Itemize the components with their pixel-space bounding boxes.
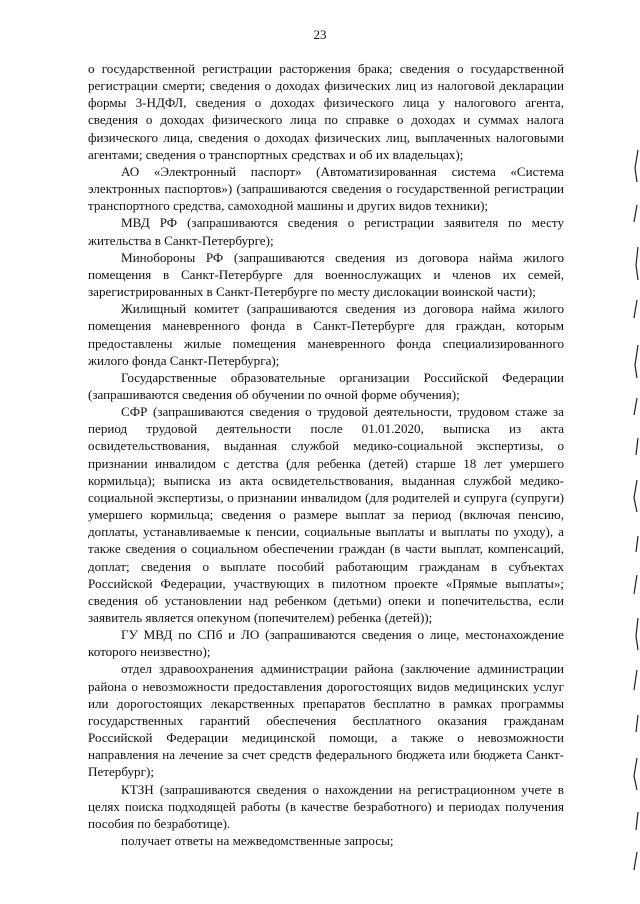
paragraph-sfr: СФР (запрашиваются сведения о трудовой деятельности, трудовом стаже за период трудовой деятельности после 01.01.2020, выписка из акта освидетельствования, выданная службой медико-социальной экспертизы, о признании инвалидом с детства (для ребенка (детей) старше 18 лет умершего кормильца); выписка из акта освидетельствования, выданная службой медико-социальной экспертизы, о признании инвалидом (для родителей и супруга (супруги) умершего кормильца; сведения о размере выплат за период (включая пенсию, доплаты, устанавливаемые к пенсии, социальные выплаты и выплаты по уходу), а также сведения о социальном обеспечении граждан (в части выплат, компенсаций, доплат; сведения о выплате пособий работающим гражданам в субъектах Российской Федерации, участвующих в пилотном проекте «Прямые выплаты»; сведения об установлении над ребенком (детьми) опеки и попечительства, если заявитель является опекуном (попечителем) ребенка (детей)); [88,404,564,625]
paragraph-ktzn: КТЗН (запрашиваются сведения о нахождении на регистрационном учете в целях поиска подходящей работы (в качестве безработного) и периодах получения пособия по безработице). [88,781,564,831]
scan-edge-marks [624,0,640,904]
page-number: 23 [313,27,327,42]
paragraph-housing-committee: Жилищный комитет (запрашиваются сведения из договора найма жилого помещения маневренного фонда в Санкт-Петербурге для граждан, которым предоставлены жилые помещения маневренного фонда специализированного жилого фонда Санкт-Петербурга); [88,301,564,368]
paragraph-receives-responses: получает ответы на межведомственные запросы; [121,833,394,849]
scan-edge-marks-graphic [624,0,640,904]
paragraph-registry-details: о государственной регистрации расторжения брака; сведения о государственной регистрации смерти; сведения о доходах физических лиц из налоговой декларации формы 3-НДФЛ, сведения о доходах физического лица у налогового агента, сведения о доходах физического лица по справке о доходах и суммах налога физического лица, сведения о доходах физических лиц, выплаченных налоговыми агентами; сведения о транспортных средствах и об их владельцах); [88,61,564,162]
paragraph-gu-mvd: ГУ МВД по СПб и ЛО (запрашиваются сведения о лице, местонахождение которого неизвестно); [88,627,564,660]
paragraph-ministry-of-defense: Минобороны РФ (запрашиваются сведения из договора найма жилого помещения в Санкт-Петербурге для военнослужащих и членов их семей, зарегистрированных в Санкт-Петербурге по месту дислокации воинской части); [88,249,564,300]
paragraph-educational-organizations: Государственные образовательные организации Российской Федерации (запрашиваются сведения об обучении по очной форме обучения); [88,369,564,402]
document-body [88,60,564,849]
paragraph-electronic-passport: АО «Электронный паспорт» (Автоматизированная система «Система электронных паспортов») (запрашиваются сведения о государственной регистрации транспортного средства, самоходной машины и других видов техники); [88,163,564,214]
paragraph-health-department: отдел здравоохранения администрации района (заключение администрации района о невозможности предоставления дорогостоящих видов медицинских услуг или дорогостоящих лекарственных препаратов бесплатно в рамках программы государственных гарантий обеспечения бесплатного оказания гражданам Российской Федерации медицинской помощи, а также о невозможности направления на лечение за счет средств федерального бюджета или бюджета Санкт-Петербург); [88,661,564,780]
paragraph-mvd-rf: МВД РФ (запрашиваются сведения о регистрации заявителя по месту жительства в Санкт-Петербурге); [88,215,564,248]
